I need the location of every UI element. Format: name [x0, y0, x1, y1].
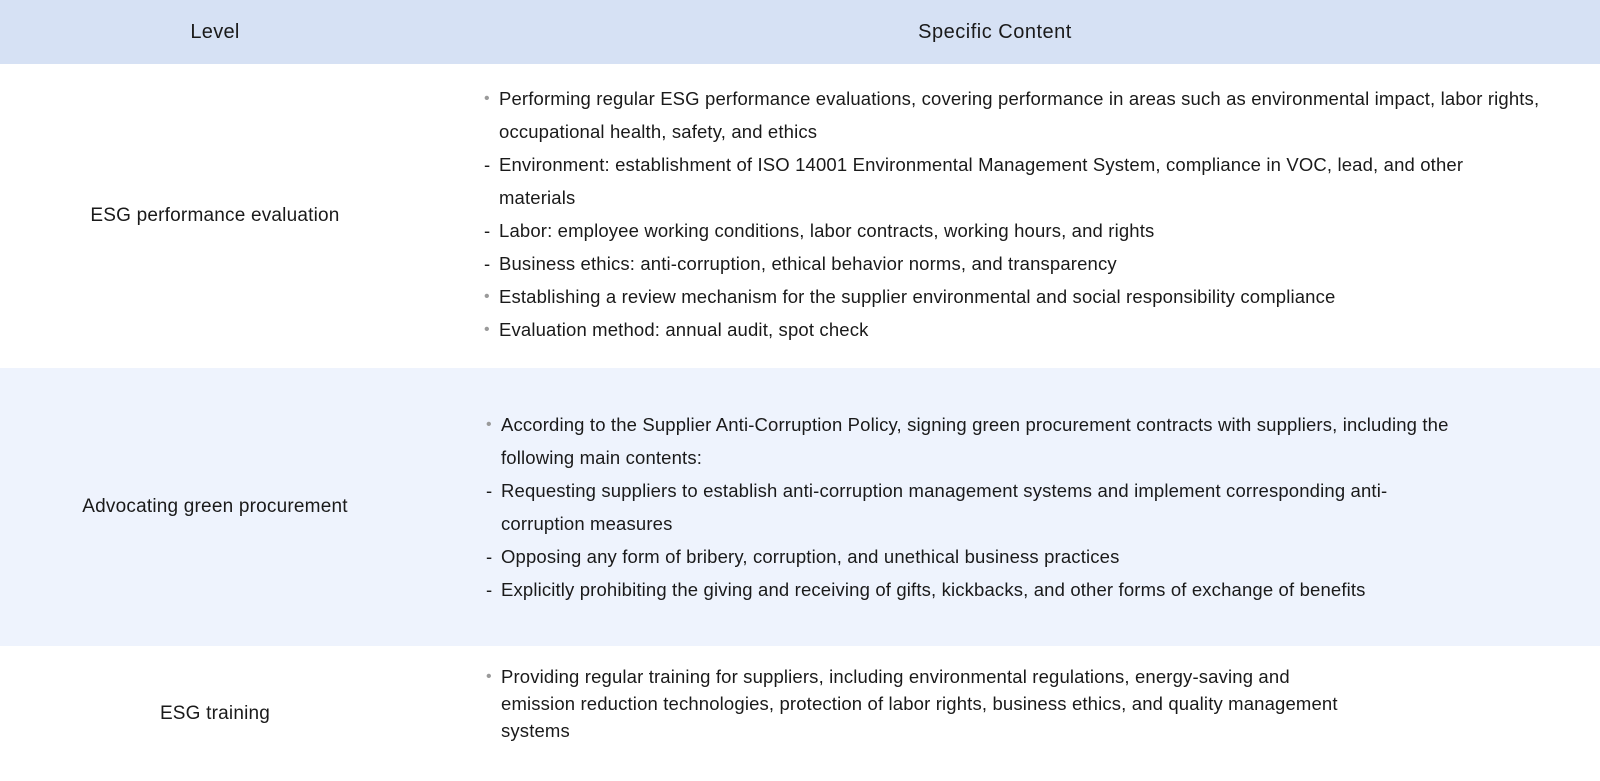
- content-item: [484, 214, 1544, 247]
- table-header: [0, 0, 1600, 64]
- bullet-marker: •: [484, 321, 490, 338]
- content-item: [484, 313, 1544, 346]
- content-item-text: Evaluation method: annual audit, spot check: [499, 319, 869, 340]
- content-cell: [484, 82, 1544, 346]
- content-item: [486, 663, 1356, 744]
- content-item: [486, 474, 1466, 540]
- dash-marker: -: [486, 546, 493, 567]
- bullet-marker: •: [484, 288, 490, 305]
- content-item-text: According to the Supplier Anti-Corruption Policy, signing green procurement contracts with suppliers, including the following main contents:: [501, 414, 1449, 468]
- content-item-text: Business ethics: anti-corruption, ethical behavior norms, and transparency: [499, 253, 1117, 274]
- content-item: [484, 82, 1544, 148]
- content-item-text: Establishing a review mechanism for the supplier environmental and social responsibility compliance: [499, 286, 1336, 307]
- content-item-text: Labor: employee working conditions, labor contracts, working hours, and rights: [499, 220, 1155, 241]
- level-cell: ESG performance evaluation: [90, 205, 340, 226]
- content-item-text: Performing regular ESG performance evaluations, covering performance in areas such as environmental impact, labor rights, occupational health, safety, and ethics: [499, 88, 1540, 142]
- dash-marker: -: [484, 220, 491, 241]
- content-item-text: Environment: establishment of ISO 14001 Environmental Management System, compliance in VOC, lead, and other materials: [499, 154, 1464, 208]
- content-item: [486, 408, 1466, 474]
- dash-marker: -: [486, 579, 493, 600]
- level-cell: ESG training: [159, 702, 271, 724]
- table-row-esg-performance-evaluation: [0, 64, 1600, 368]
- content-item-text: Requesting suppliers to establish anti-corruption management systems and implement corresponding anti-corruption measures: [501, 480, 1388, 534]
- content-cell: [486, 408, 1466, 606]
- content-item: [486, 573, 1466, 606]
- bullet-marker: •: [484, 90, 490, 107]
- content-item: [486, 540, 1466, 573]
- dash-marker: -: [486, 480, 493, 501]
- table-row-esg-training: [0, 646, 1600, 781]
- content-item-text: Explicitly prohibiting the giving and receiving of gifts, kickbacks, and other forms of exchange of benefits: [501, 579, 1366, 600]
- dash-marker: -: [484, 253, 491, 274]
- content-item: [484, 247, 1544, 280]
- content-cell: [486, 663, 1356, 744]
- table-row-advocating-green-procurement: [0, 368, 1600, 646]
- content-item-text: Opposing any form of bribery, corruption, and unethical business practices: [501, 546, 1120, 567]
- dash-marker: -: [484, 154, 491, 175]
- content-item: [484, 148, 1544, 214]
- content-item: [484, 280, 1544, 313]
- header-specific-content: Specific Content: [918, 21, 1072, 43]
- header-level: Level: [190, 21, 240, 43]
- bullet-marker: •: [486, 668, 492, 685]
- content-item-text: Providing regular training for suppliers, including environmental regulations, energy-saving and emission reduction technologies, protection of labor rights, business ethics, and quality management systems: [501, 666, 1338, 741]
- bullet-marker: •: [486, 416, 492, 433]
- level-cell: Advocating green procurement: [82, 496, 348, 517]
